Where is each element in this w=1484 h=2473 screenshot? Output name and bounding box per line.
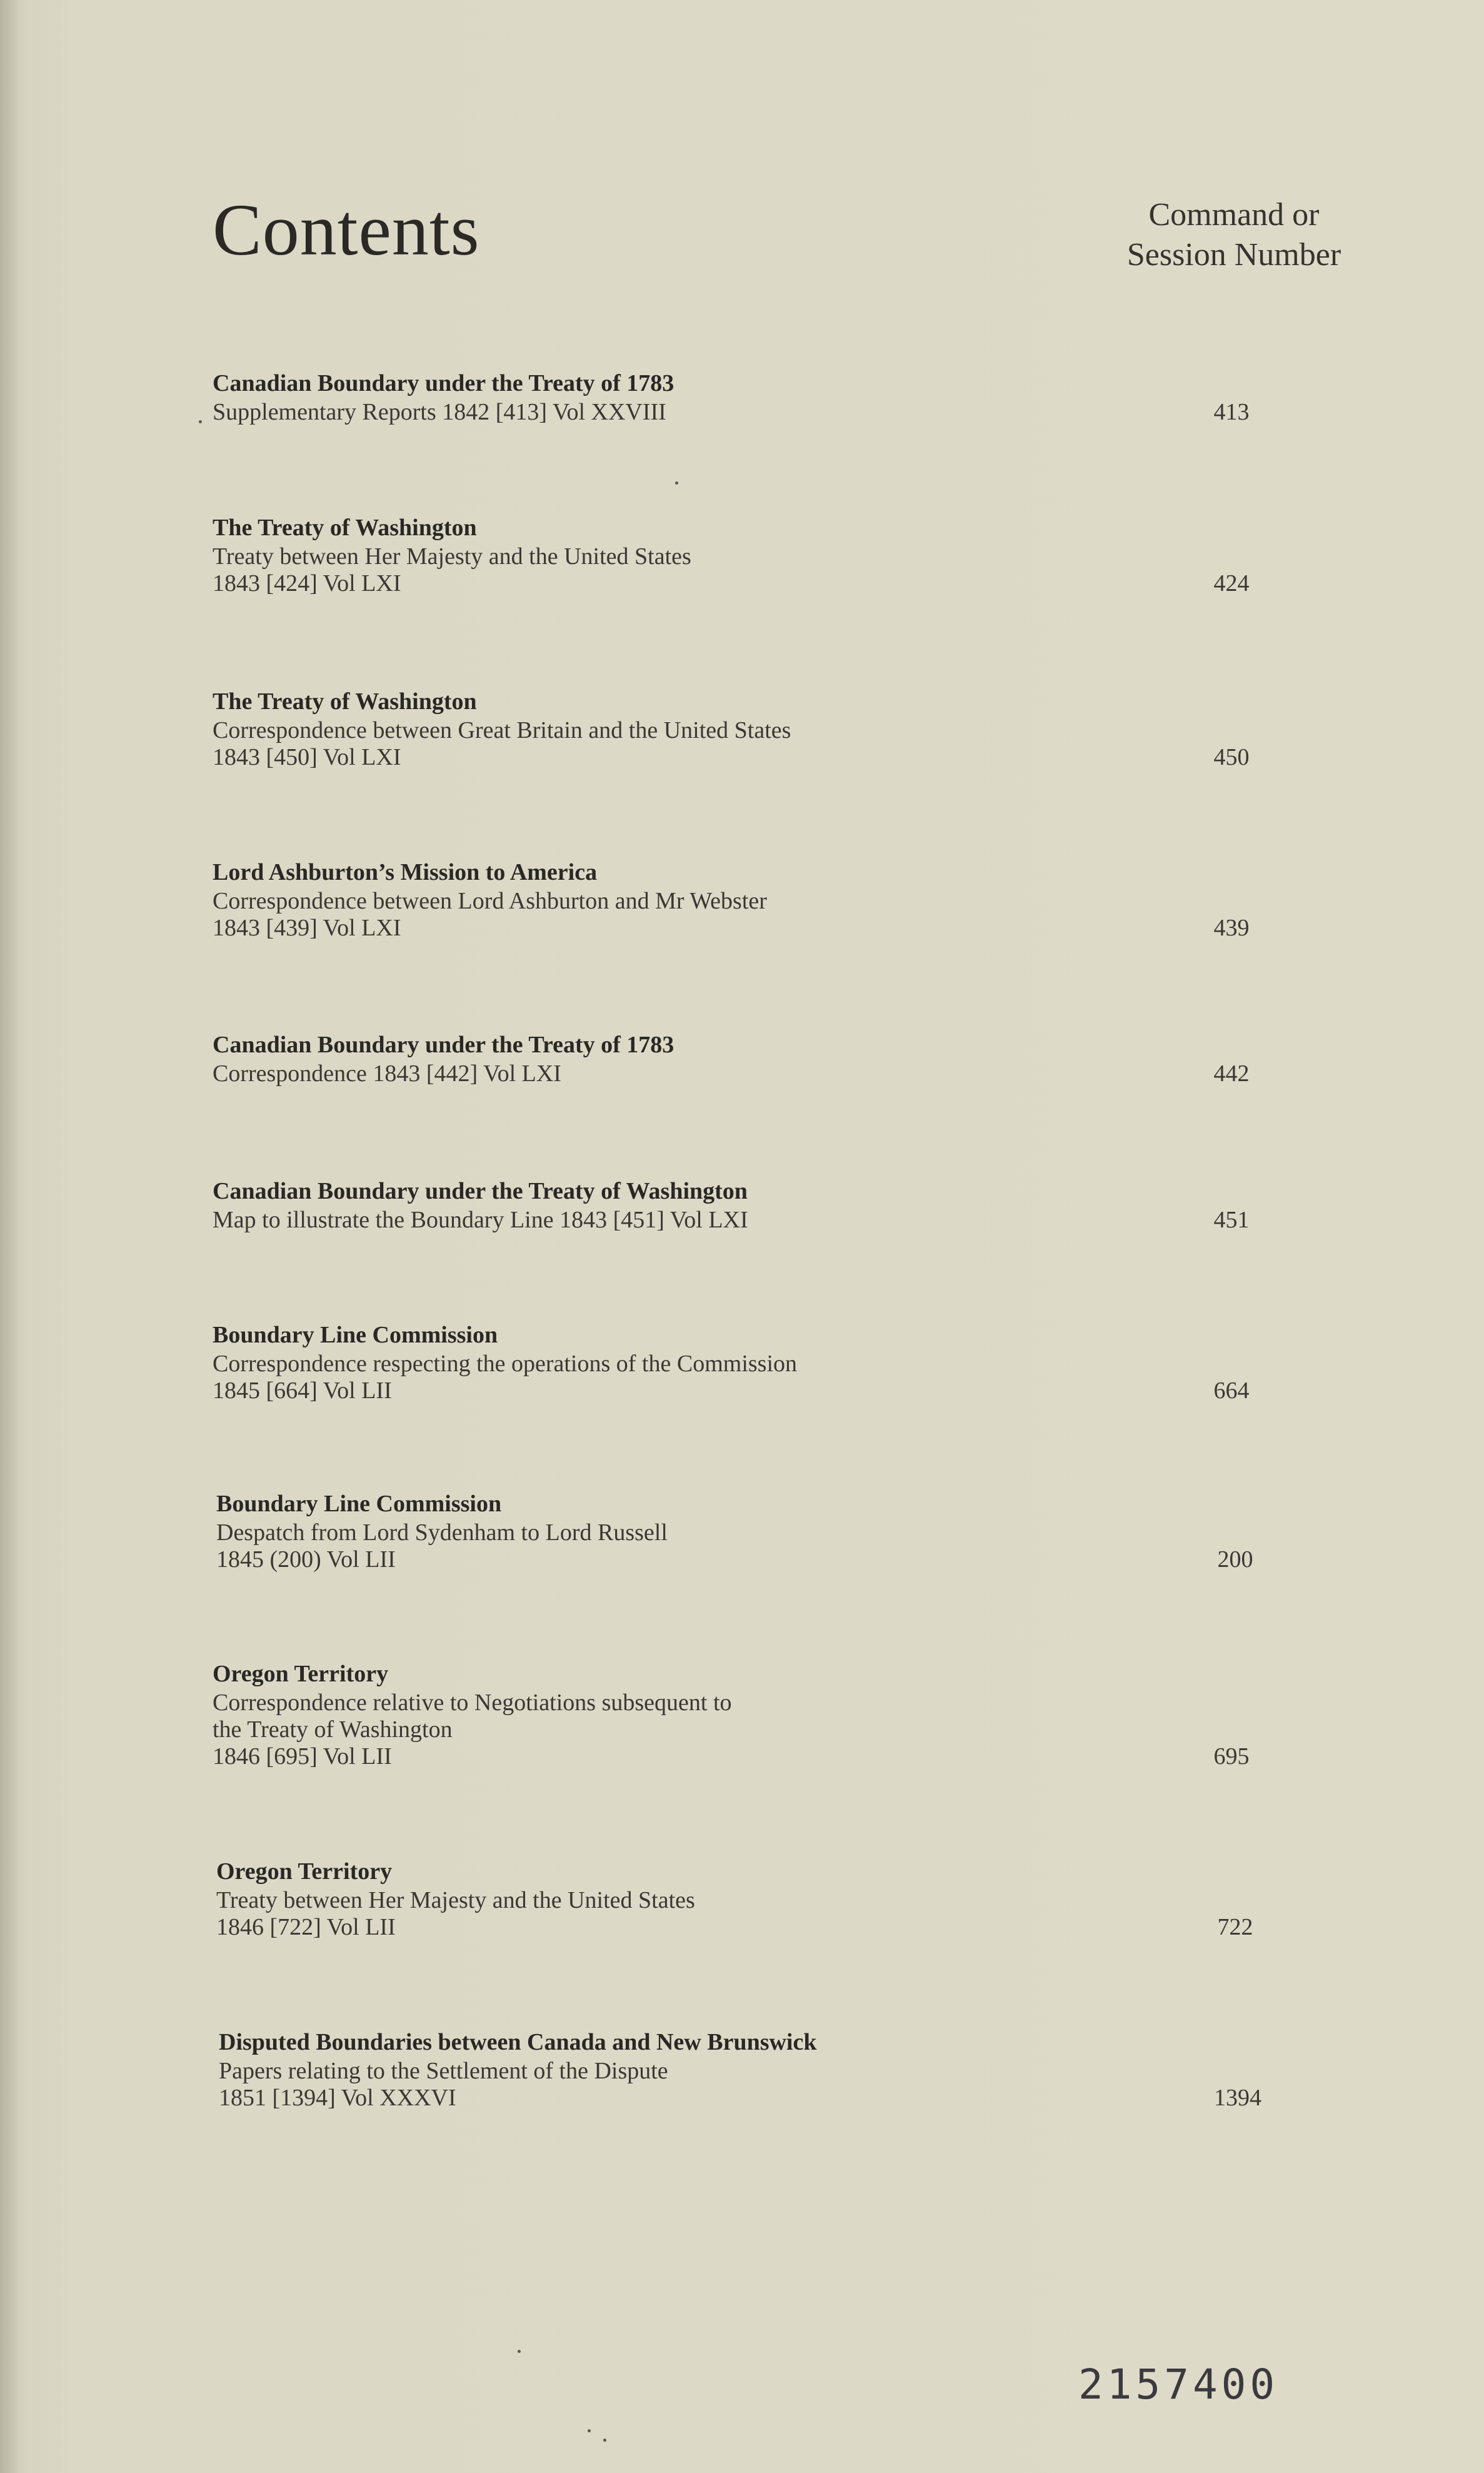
entry-number: 450	[1213, 744, 1250, 770]
entry-line: 1851 [1394] Vol XXXVI	[219, 2085, 456, 2111]
entry-line: Papers relating to the Settlement of the Dispute	[219, 2058, 668, 2084]
entry-line: 1846 [695] Vol LII	[213, 1743, 392, 1770]
contents-entry	[213, 368, 1281, 426]
contents-entry	[213, 857, 1281, 942]
column-header-line-1: Command or	[1148, 197, 1320, 233]
paper-speck	[675, 481, 678, 485]
entry-line: Correspondence between Lord Ashburton and Mr Webster	[213, 888, 767, 914]
entry-number: 413	[1213, 399, 1250, 425]
contents-entry	[213, 1029, 1281, 1087]
entry-line: 1845 [664] Vol LII	[213, 1378, 392, 1404]
column-header-line-2: Session Number	[1126, 237, 1341, 273]
entry-line: Treaty between Her Majesty and the United States	[213, 543, 691, 570]
contents-entry	[213, 686, 1281, 771]
entry-line: Correspondence between Great Britain and the United States	[213, 717, 791, 743]
contents-entry	[213, 1176, 1281, 1234]
entry-heading: The Treaty of Washington	[213, 515, 477, 541]
paper-speck	[603, 2439, 606, 2442]
entry-heading: The Treaty of Washington	[213, 688, 477, 715]
entry-line: Map to illustrate the Boundary Line 1843 [451] Vol LXI	[213, 1207, 748, 1233]
entry-number: 722	[1217, 1914, 1253, 1940]
entry-line: 1843 [450] Vol LXI	[213, 744, 401, 770]
column-header	[1103, 195, 1365, 275]
contents-entry	[213, 512, 1281, 597]
entry-heading: Canadian Boundary under the Treaty of Washington	[213, 1178, 748, 1204]
entry-heading: Canadian Boundary under the Treaty of 1783	[213, 370, 674, 396]
page-title: Contents	[213, 189, 480, 271]
entry-heading: Boundary Line Commission	[216, 1491, 502, 1517]
paper-speck	[588, 2429, 591, 2432]
entry-number: 439	[1213, 915, 1250, 941]
entry-number: 664	[1213, 1378, 1250, 1404]
entry-heading: Canadian Boundary under the Treaty of 1783	[213, 1032, 674, 1058]
entry-line: 1845 (200) Vol LII	[216, 1546, 396, 1573]
entry-line: 1843 [439] Vol LXI	[213, 915, 401, 941]
book-spine-edge	[0, 0, 18, 2473]
entry-heading: Oregon Territory	[216, 1858, 393, 1885]
contents-entry	[216, 1488, 1285, 1573]
entry-number: 451	[1213, 1207, 1250, 1233]
entry-line: Supplementary Reports 1842 [413] Vol XXVIII	[213, 399, 666, 425]
paper-speck	[199, 420, 202, 423]
entry-heading: Boundary Line Commission	[213, 1322, 498, 1348]
entry-heading: Lord Ashburton’s Mission to America	[213, 859, 598, 885]
entry-heading: Oregon Territory	[213, 1661, 389, 1687]
entry-line: Correspondence 1843 [442] Vol LXI	[213, 1060, 561, 1087]
entry-heading: Disputed Boundaries between Canada and New Brunswick	[219, 2029, 817, 2055]
entry-line: Despatch from Lord Sydenham to Lord Russell	[216, 1519, 668, 1546]
entry-number: 200	[1217, 1546, 1253, 1573]
entry-number: 442	[1213, 1060, 1250, 1087]
entry-number: 1394	[1214, 2085, 1261, 2111]
entry-number: 695	[1213, 1743, 1250, 1770]
contents-entry	[213, 1658, 1281, 1770]
contents-entry	[219, 2027, 1288, 2112]
entry-line: Correspondence respecting the operations of the Commission	[213, 1351, 798, 1377]
entry-line: Correspondence relative to Negotiations subsequent to	[213, 1690, 732, 1716]
contents-entry	[216, 1856, 1285, 1941]
paper-speck	[518, 2350, 521, 2353]
contents-entry	[213, 1319, 1281, 1404]
entry-number: 424	[1213, 570, 1250, 597]
entry-line: 1843 [424] Vol LXI	[213, 570, 401, 597]
catalogue-stamp-number: 2157400	[1078, 2360, 1279, 2409]
entry-line: the Treaty of Washington	[213, 1716, 453, 1743]
entry-line: Treaty between Her Majesty and the United States	[216, 1887, 695, 1913]
entry-line: 1846 [722] Vol LII	[216, 1914, 396, 1940]
